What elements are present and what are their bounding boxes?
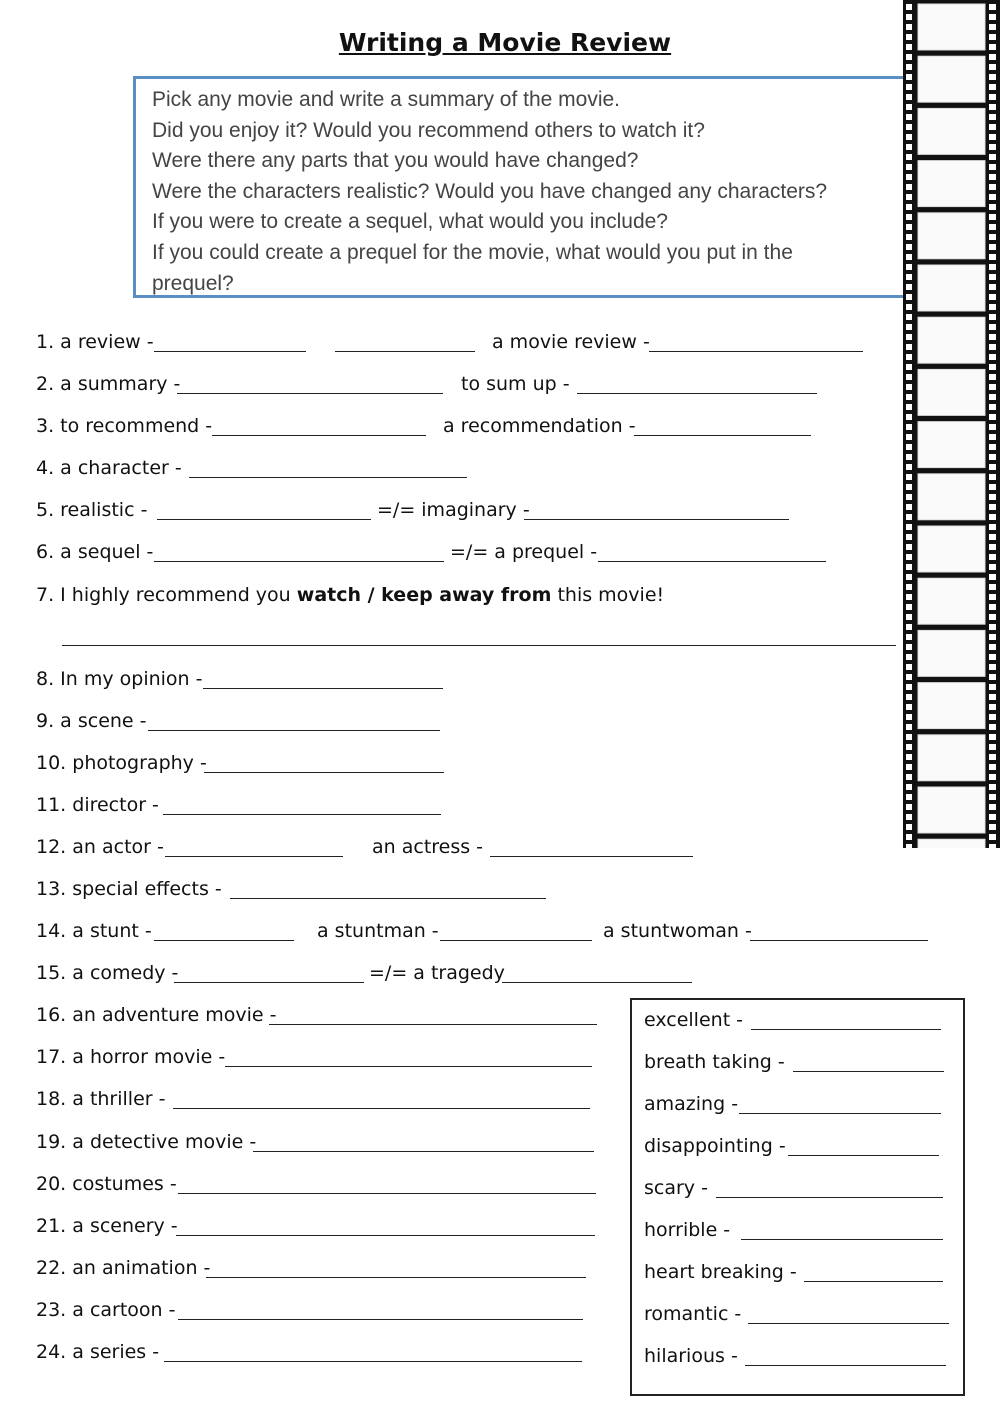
answer-blank[interactable] <box>739 1113 941 1114</box>
film-hole <box>989 474 996 480</box>
adjective-row <box>644 1131 786 1161</box>
film-hole <box>989 674 996 680</box>
film-hole <box>906 684 912 690</box>
film-hole <box>989 464 996 470</box>
film-hole <box>906 654 912 660</box>
film-hole <box>989 204 996 210</box>
film-hole <box>906 464 912 470</box>
answer-blank[interactable] <box>577 393 817 394</box>
page-title: Writing a Movie Review <box>338 28 672 57</box>
film-frame <box>918 108 985 154</box>
film-hole <box>989 724 996 730</box>
film-hole <box>906 324 912 330</box>
film-hole <box>906 204 912 210</box>
adjective-label: scary - <box>644 1177 708 1199</box>
item-label: 18. a thriller - <box>36 1088 166 1110</box>
film-hole <box>906 444 912 450</box>
film-hole <box>989 534 996 540</box>
item-label: 9. a scene - <box>36 710 147 732</box>
film-hole <box>906 244 912 250</box>
film-frame <box>918 839 985 848</box>
film-hole <box>989 134 996 140</box>
film-hole <box>906 164 912 170</box>
answer-blank[interactable] <box>165 856 343 857</box>
film-hole <box>906 534 912 540</box>
film-hole <box>989 384 996 390</box>
film-hole <box>989 154 996 160</box>
film-hole <box>989 494 996 500</box>
film-hole <box>989 394 996 400</box>
film-hole <box>989 694 996 700</box>
answer-blank[interactable] <box>154 351 306 352</box>
answer-blank[interactable] <box>203 688 443 689</box>
answer-blank[interactable] <box>230 898 546 899</box>
instruction-line: If you could create a prequel for the movie, what would you put in the <box>152 240 793 264</box>
film-hole <box>906 474 912 480</box>
answer-blank[interactable] <box>788 1155 939 1156</box>
adjective-label: romantic - <box>644 1303 742 1325</box>
film-hole <box>989 774 996 780</box>
film-hole <box>989 594 996 600</box>
film-hole <box>906 84 912 90</box>
film-hole <box>989 14 996 20</box>
item-label: 14. a stunt - <box>36 920 152 942</box>
film-hole <box>906 354 912 360</box>
film-hole <box>906 184 912 190</box>
film-hole <box>989 214 996 220</box>
film-hole <box>906 594 912 600</box>
film-hole <box>989 624 996 630</box>
film-frame <box>918 735 985 781</box>
item-label: 3. to recommend - <box>36 415 213 437</box>
answer-blank[interactable] <box>163 814 441 815</box>
film-frame <box>918 474 985 520</box>
answer-blank[interactable] <box>176 1235 595 1236</box>
film-hole <box>989 294 996 300</box>
answer-blank[interactable] <box>793 1071 944 1072</box>
film-hole <box>906 334 912 340</box>
item-label: 24. a series - <box>36 1341 160 1363</box>
adjective-label: disappointing - <box>644 1135 786 1157</box>
film-hole <box>989 544 996 550</box>
film-hole <box>906 624 912 630</box>
item-label: 23. a cartoon - <box>36 1299 176 1321</box>
item-label: 12. an actor - <box>36 836 164 858</box>
film-hole <box>989 224 996 230</box>
film-hole <box>906 714 912 720</box>
answer-blank[interactable] <box>269 1024 597 1025</box>
film-hole <box>906 44 912 50</box>
film-hole <box>906 614 912 620</box>
film-hole <box>906 564 912 570</box>
film-hole <box>906 694 912 700</box>
film-hole <box>989 524 996 530</box>
answer-blank[interactable] <box>189 477 467 478</box>
answer-blank[interactable] <box>204 772 444 773</box>
film-hole <box>989 254 996 260</box>
film-hole <box>989 124 996 130</box>
film-strip-decoration <box>903 0 1000 848</box>
instruction-line: If you were to create a sequel, what would you include? <box>152 210 668 234</box>
adjective-row <box>644 1005 743 1035</box>
film-hole <box>989 564 996 570</box>
item-label: a recommendation - <box>443 415 636 437</box>
film-hole <box>906 434 912 440</box>
item-label: a stuntwoman - <box>603 920 752 942</box>
film-frame <box>918 630 985 676</box>
film-hole <box>906 584 912 590</box>
film-hole <box>906 604 912 610</box>
adjective-label: hilarious - <box>644 1345 738 1367</box>
item-label: 11. director - <box>36 794 159 816</box>
film-hole <box>906 764 912 770</box>
answer-blank[interactable] <box>212 435 426 436</box>
film-frame <box>918 683 985 729</box>
film-frame <box>918 4 985 50</box>
answer-blank[interactable] <box>206 1277 586 1278</box>
film-hole <box>906 144 912 150</box>
film-hole <box>989 554 996 560</box>
film-hole <box>989 654 996 660</box>
film-hole <box>906 554 912 560</box>
item-label: 13. special effects - <box>36 878 222 900</box>
film-hole <box>906 314 912 320</box>
film-hole <box>989 64 996 70</box>
film-hole <box>906 754 912 760</box>
item-label: a stuntman - <box>317 920 439 942</box>
film-hole <box>906 304 912 310</box>
item-label: =/= imaginary - <box>377 499 530 521</box>
film-hole <box>989 794 996 800</box>
film-hole <box>989 164 996 170</box>
adjective-row <box>644 1257 797 1287</box>
answer-blank[interactable] <box>490 856 693 857</box>
instruction-line: Were there any parts that you would have changed? <box>152 149 639 173</box>
film-hole <box>906 514 912 520</box>
film-hole <box>906 804 912 810</box>
film-hole <box>989 834 996 840</box>
film-hole <box>989 484 996 490</box>
film-hole <box>906 844 912 848</box>
film-hole <box>906 74 912 80</box>
item-choice: watch / keep away from <box>296 584 552 606</box>
film-hole <box>906 364 912 370</box>
film-hole <box>906 154 912 160</box>
answer-blank[interactable] <box>502 982 692 983</box>
item-label: a movie review - <box>492 331 650 353</box>
film-hole <box>989 764 996 770</box>
item-label: to sum up - <box>461 373 570 395</box>
film-hole <box>906 344 912 350</box>
film-hole <box>989 424 996 430</box>
adjective-label: breath taking - <box>644 1051 785 1073</box>
answer-blank[interactable] <box>174 982 364 983</box>
film-hole <box>906 834 912 840</box>
answer-blank[interactable] <box>173 1108 590 1109</box>
film-hole <box>989 304 996 310</box>
answer-blank[interactable] <box>804 1281 943 1282</box>
film-hole <box>906 524 912 530</box>
film-hole <box>906 394 912 400</box>
item-label: 22. an animation - <box>36 1257 211 1279</box>
film-hole <box>906 424 912 430</box>
film-hole <box>989 634 996 640</box>
film-hole <box>906 574 912 580</box>
answer-blank[interactable] <box>178 1319 583 1320</box>
item-label: 21. a scenery - <box>36 1215 178 1237</box>
film-hole <box>989 24 996 30</box>
adjective-row <box>644 1173 708 1203</box>
film-hole <box>989 334 996 340</box>
film-hole <box>989 454 996 460</box>
film-hole <box>989 174 996 180</box>
film-hole <box>906 494 912 500</box>
answer-blank[interactable] <box>440 940 592 941</box>
film-hole <box>906 94 912 100</box>
item-label: 7. I highly recommend you <box>36 584 291 606</box>
film-frame <box>918 787 985 833</box>
film-hole <box>906 634 912 640</box>
instruction-line: Did you enjoy it? Would you recommend others to watch it? <box>152 118 705 142</box>
answer-blank[interactable] <box>157 519 371 520</box>
film-hole <box>906 194 912 200</box>
film-hole <box>906 254 912 260</box>
item-label: an actress - <box>372 836 484 858</box>
film-frame <box>918 265 985 311</box>
film-hole <box>906 114 912 120</box>
film-hole <box>989 714 996 720</box>
film-frame <box>918 317 985 363</box>
film-hole <box>989 514 996 520</box>
film-hole <box>906 134 912 140</box>
film-hole <box>906 54 912 60</box>
answer-blank[interactable] <box>748 1323 949 1324</box>
film-hole <box>906 544 912 550</box>
instruction-line: Were the characters realistic? Would you have changed any characters? <box>152 179 828 203</box>
answer-blank[interactable] <box>741 1239 943 1240</box>
item-label: =/= a prequel - <box>450 541 598 563</box>
answer-blank[interactable] <box>253 1151 594 1152</box>
film-hole <box>989 324 996 330</box>
film-hole <box>989 684 996 690</box>
adjective-row <box>644 1215 730 1245</box>
adjective-row <box>644 1089 738 1119</box>
film-hole <box>989 144 996 150</box>
film-hole <box>906 724 912 730</box>
film-frame <box>918 369 985 415</box>
film-hole <box>989 814 996 820</box>
item-label: 5. realistic - <box>36 499 148 521</box>
film-hole <box>906 124 912 130</box>
item-label: 6. a sequel - <box>36 541 154 563</box>
film-hole <box>989 614 996 620</box>
answer-blank[interactable] <box>716 1197 943 1198</box>
film-hole <box>989 414 996 420</box>
film-hole <box>906 644 912 650</box>
item-label: =/= a tragedy <box>369 962 505 984</box>
film-frame <box>918 213 985 259</box>
adjective-label: heart breaking - <box>644 1261 797 1283</box>
film-hole <box>906 104 912 110</box>
film-hole <box>989 374 996 380</box>
film-hole <box>906 744 912 750</box>
film-hole <box>989 804 996 810</box>
film-hole <box>906 704 912 710</box>
film-hole <box>906 814 912 820</box>
film-hole <box>906 14 912 20</box>
film-hole <box>906 34 912 40</box>
film-hole <box>906 374 912 380</box>
film-hole <box>906 264 912 270</box>
film-hole <box>906 224 912 230</box>
film-hole <box>989 274 996 280</box>
film-hole <box>989 734 996 740</box>
answer-blank[interactable] <box>335 351 475 352</box>
film-hole <box>906 454 912 460</box>
film-hole <box>989 444 996 450</box>
film-hole <box>989 844 996 848</box>
film-hole <box>989 284 996 290</box>
answer-blank[interactable] <box>751 1029 941 1030</box>
film-hole <box>989 704 996 710</box>
film-frame <box>918 161 985 207</box>
film-hole <box>989 54 996 60</box>
answer-blank[interactable] <box>745 1365 946 1366</box>
item-label: 20. costumes - <box>36 1173 177 1195</box>
item-label: 1. a review - <box>36 331 154 353</box>
answer-line-long[interactable] <box>62 645 896 646</box>
answer-blank[interactable] <box>225 1066 592 1067</box>
answer-blank[interactable] <box>178 1193 596 1194</box>
film-hole <box>906 234 912 240</box>
film-hole <box>989 194 996 200</box>
film-hole <box>989 234 996 240</box>
vocab-row-7 <box>36 580 664 610</box>
answer-blank[interactable] <box>148 730 440 731</box>
answer-blank[interactable] <box>524 519 789 520</box>
film-hole <box>989 604 996 610</box>
answer-blank[interactable] <box>154 561 444 562</box>
film-hole <box>906 664 912 670</box>
adjective-label: horrible - <box>644 1219 731 1241</box>
answer-blank[interactable] <box>154 940 294 941</box>
film-hole <box>989 114 996 120</box>
film-hole <box>906 384 912 390</box>
film-hole <box>906 824 912 830</box>
adjective-row <box>644 1047 785 1077</box>
film-hole <box>906 794 912 800</box>
film-hole <box>906 784 912 790</box>
film-hole <box>989 404 996 410</box>
film-hole <box>989 314 996 320</box>
item-label: 16. an adventure movie - <box>36 1004 277 1026</box>
film-hole <box>989 34 996 40</box>
film-hole <box>989 74 996 80</box>
film-hole <box>989 744 996 750</box>
film-hole <box>906 774 912 780</box>
film-hole <box>906 284 912 290</box>
film-hole <box>906 24 912 30</box>
film-hole <box>989 574 996 580</box>
film-hole <box>989 184 996 190</box>
instruction-line: Pick any movie and write a summary of the movie. <box>152 88 621 111</box>
film-frame <box>918 422 985 468</box>
item-label: 19. a detective movie - <box>36 1131 257 1153</box>
instruction-line: prequel? <box>152 271 234 295</box>
film-hole <box>989 784 996 790</box>
film-hole <box>989 664 996 670</box>
film-hole <box>989 244 996 250</box>
item-label: 10. photography - <box>36 752 207 774</box>
answer-blank[interactable] <box>598 561 826 562</box>
answer-blank[interactable] <box>750 940 928 941</box>
film-hole <box>906 64 912 70</box>
film-hole <box>989 754 996 760</box>
item-label: 8. In my opinion - <box>36 668 203 690</box>
film-hole <box>989 504 996 510</box>
film-hole <box>989 584 996 590</box>
film-hole <box>989 264 996 270</box>
film-frame <box>918 526 985 572</box>
film-hole <box>989 824 996 830</box>
film-hole <box>989 104 996 110</box>
film-hole <box>989 44 996 50</box>
answer-blank[interactable] <box>634 435 811 436</box>
film-hole <box>906 174 912 180</box>
film-hole <box>989 94 996 100</box>
answer-blank[interactable] <box>649 351 863 352</box>
item-label: 17. a horror movie - <box>36 1046 226 1068</box>
film-hole <box>906 734 912 740</box>
film-hole <box>906 274 912 280</box>
film-hole <box>906 4 912 10</box>
item-label: 15. a comedy - <box>36 962 179 984</box>
film-hole <box>989 354 996 360</box>
film-hole <box>906 674 912 680</box>
film-hole <box>906 484 912 490</box>
item-label: this movie! <box>557 584 665 606</box>
film-hole <box>906 504 912 510</box>
adjective-row <box>644 1341 738 1371</box>
film-hole <box>989 364 996 370</box>
film-hole <box>989 4 996 10</box>
adjective-row <box>644 1299 741 1329</box>
item-label: 4. a character - <box>36 457 182 479</box>
answer-blank[interactable] <box>164 1361 582 1362</box>
film-frame <box>918 578 985 624</box>
film-hole <box>906 214 912 220</box>
film-hole <box>989 84 996 90</box>
adjective-label: amazing - <box>644 1093 739 1115</box>
film-hole <box>906 294 912 300</box>
adjective-label: excellent - <box>644 1009 744 1031</box>
film-hole <box>989 434 996 440</box>
film-frame <box>918 56 985 102</box>
film-hole <box>989 344 996 350</box>
answer-blank[interactable] <box>177 393 443 394</box>
film-hole <box>906 404 912 410</box>
film-hole <box>906 414 912 420</box>
adjectives-box <box>630 998 965 1396</box>
item-label: 2. a summary - <box>36 373 181 395</box>
instructions-box <box>133 76 906 298</box>
film-hole <box>989 644 996 650</box>
